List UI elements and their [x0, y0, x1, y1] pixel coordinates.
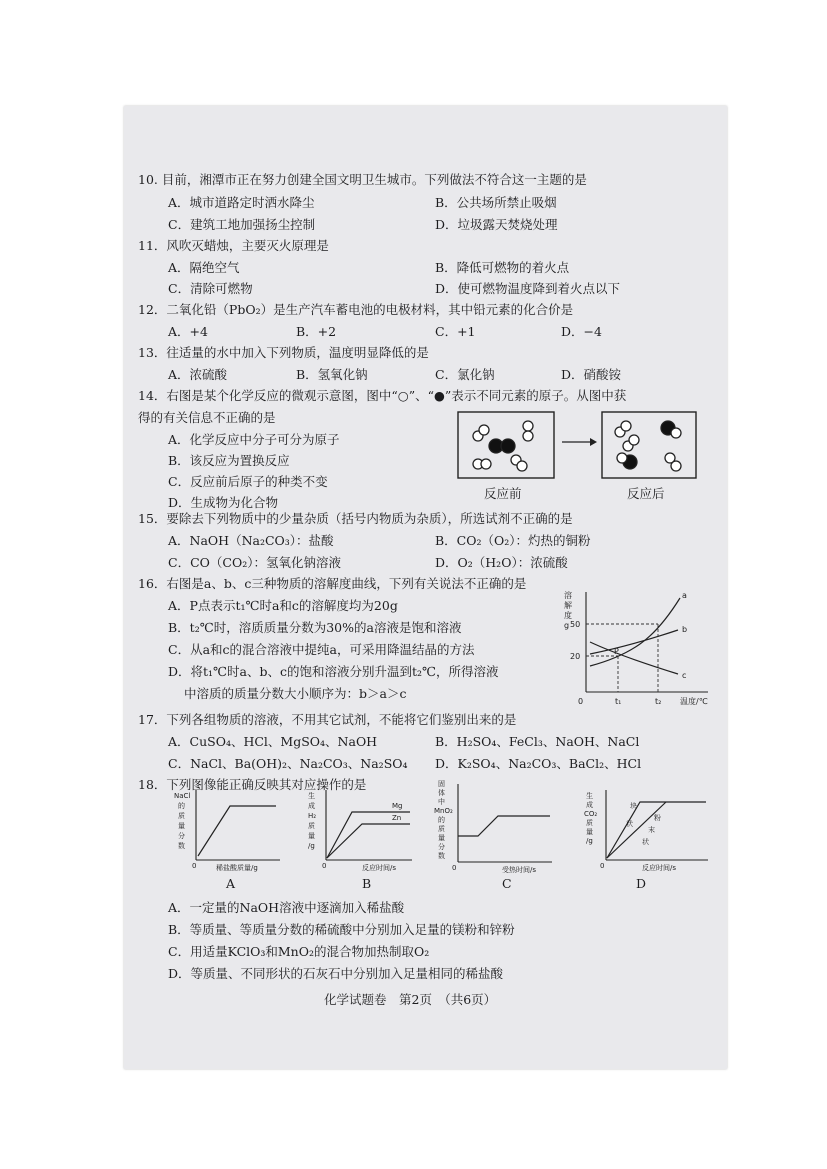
sol-label-a: a: [682, 591, 687, 600]
q14-stem-line2: 得的有关信息不正确的是: [138, 410, 276, 425]
q15-option-c: C．CO（CO₂）：氢氧化钠溶液: [168, 555, 341, 570]
before-label: 反应前: [484, 486, 522, 501]
q12-option-d: D．−4: [561, 324, 602, 339]
graph-b: [300, 776, 420, 891]
q10-option-a: A．城市道路定时洒水降尘: [168, 195, 315, 210]
sol-xtick-t2: t₂: [655, 697, 662, 706]
q14-option-d: D．生成物为化合物: [168, 495, 279, 510]
exam-paper: [124, 106, 727, 1069]
q14-option-c: C．反应前后原子的种类不变: [168, 474, 328, 489]
ga-origin: 0: [192, 862, 197, 870]
gb-ylabel-3: H₂: [308, 812, 317, 820]
gb-label-zn: Zn: [392, 814, 402, 822]
q11-option-d: D．使可燃物温度降到着火点以下: [435, 281, 621, 296]
q10-option-c: C．建筑工地加强扬尘控制: [168, 217, 316, 232]
gd-ylabel-3: CO₂: [584, 810, 598, 818]
graph-c-label: C: [502, 876, 512, 891]
sol-curve-b: [590, 630, 678, 654]
q11-option-c: C．清除可燃物: [168, 281, 253, 296]
gc-ylabel-4: MnO₂: [434, 807, 453, 815]
gc-ylabel-3: 中: [438, 798, 445, 806]
graph-b-label: B: [362, 876, 372, 891]
gd-curve-powder: [607, 802, 666, 858]
gb-ylabel-1: 生: [308, 792, 315, 800]
q13-option-c: C．氯化钠: [435, 367, 495, 382]
graph-d-label: D: [636, 876, 647, 891]
gd-ylabel-5: 量: [586, 828, 593, 836]
gd-xlabel: 反应时间/s: [642, 864, 677, 872]
sol-label-p: P: [614, 647, 619, 656]
gd-ylabel-6: /g: [586, 837, 593, 845]
q15-stem: 15．要除去下列物质中的少量杂质（括号内物质为杂质），所选试剂不正确的是: [138, 511, 573, 526]
q12-stem: 12．二氧化铅（PbO₂）是生产汽车蓄电池的电极材料，其中铅元素的化合价是: [138, 302, 574, 317]
gc-xlabel: 受热时间/s: [502, 866, 537, 874]
sol-ylabel-1: 溶: [564, 591, 572, 600]
sol-xtick-t1: t₁: [615, 697, 622, 706]
ga-ylabel-4: 量: [178, 822, 185, 830]
q14-stem-line1: 14．右图是某个化学反应的微观示意图，图中“○”、“●”表示不同元素的原子。从图中获: [138, 388, 627, 403]
q10-option-d: D．垃圾露天焚烧处理: [435, 217, 558, 232]
gc-origin: 0: [452, 864, 457, 872]
sol-ytick-50: 50: [570, 620, 581, 629]
q18-option-d: D．等质量、不同形状的石灰石中分别加入足量相同的稀盐酸: [168, 966, 504, 981]
q16-stem: 16．右图是a、b、c三种物质的溶解度曲线，下列有关说法不正确的是: [138, 576, 527, 591]
gb-curve-zn: [327, 824, 410, 858]
sol-label-c: c: [682, 671, 687, 680]
gc-ylabel-9: 数: [438, 852, 445, 860]
gc-curve: [458, 816, 550, 836]
q14-option-b: B．该反应为置换反应: [168, 453, 290, 468]
gd-origin: 0: [600, 862, 605, 870]
gb-ylabel-5: 量: [308, 832, 315, 840]
q15-option-b: B．CO₂（O₂）：灼热的铜粉: [435, 533, 591, 548]
graph-d: [576, 776, 716, 891]
q17-stem: 17．下列各组物质的溶液，不用其它试剂，不能将它们鉴别出来的是: [138, 712, 517, 727]
q15-option-d: D．O₂（H₂O）：浓硫酸: [435, 555, 568, 570]
gb-ylabel-4: 质: [308, 822, 315, 830]
gb-xlabel: 反应时间/s: [362, 864, 397, 872]
sol-ylabel-3: 度: [564, 611, 572, 620]
q14-option-a: A．化学反应中分子可分为原子: [168, 432, 340, 447]
gb-ylabel-2: 成: [308, 802, 315, 810]
ga-ylabel-1: NaCl: [174, 792, 191, 800]
gd-ylabel-2: 成: [586, 801, 593, 809]
q13-option-d: D．硝酸铵: [561, 367, 622, 382]
q18-option-a: A．一定量的NaOH溶液中逐滴加入稀盐酸: [168, 900, 405, 915]
q13-option-b: B．氢氧化钠: [296, 367, 368, 382]
ga-ylabel-6: 数: [178, 842, 185, 850]
gd-ylabel-4: 质: [586, 819, 593, 827]
before-molecules: [473, 421, 533, 471]
gc-ylabel-8: 分: [438, 843, 445, 851]
q17-option-b: B．H₂SO₄、FeCl₃、NaOH、NaCl: [435, 734, 640, 749]
sol-ytick-20: 20: [570, 652, 581, 661]
gb-origin: 0: [322, 862, 327, 870]
q17-option-a: A．CuSO₄、HCl、MgSO₄、NaOH: [168, 734, 378, 749]
gd-label-mo: 末: [648, 826, 655, 834]
ga-curve: [198, 806, 276, 856]
sol-xlabel: 温度/℃: [680, 697, 708, 706]
gc-ylabel-6: 质: [438, 825, 445, 833]
gd-label-fen: 粉: [654, 814, 661, 822]
q13-option-a: A．浓硫酸: [168, 367, 228, 382]
after-molecules: [615, 421, 681, 471]
sol-label-b: b: [682, 625, 688, 634]
q18-stem: 18．下列图像能正确反映其对应操作的是: [138, 777, 367, 792]
q16-option-a: A．P点表示t₁℃时a和c的溶解度均为20g: [168, 598, 398, 613]
q12-option-c: C．+1: [435, 324, 476, 339]
q12-option-a: A．+4: [168, 324, 208, 339]
q11-option-a: A．隔绝空气: [168, 260, 240, 275]
q12-option-b: B．+2: [296, 324, 337, 339]
gd-label-zhuang2: 状: [642, 838, 649, 846]
graph-a-label: A: [226, 876, 236, 891]
sol-xtick-0: 0: [578, 697, 584, 706]
q16-option-d-line1: D．将t₁℃时a、b、c的饱和溶液分别升温到t₂℃，所得溶液: [168, 664, 499, 679]
ga-ylabel-5: 分: [178, 832, 185, 840]
graph-c: [430, 770, 560, 891]
q18-option-c: C．用适量KClO₃和MnO₂的混合物加热制取O₂: [168, 944, 430, 959]
page-footer: 化学试题卷 第2页 （共6页）: [324, 992, 497, 1007]
solubility-chart: [560, 584, 720, 714]
after-label: 反应后: [627, 486, 665, 501]
ga-xlabel: 稀盐酸质量/g: [216, 864, 258, 872]
ga-ylabel-3: 质: [178, 812, 185, 820]
q11-stem: 11．风吹灭蜡烛，主要灭火原理是: [138, 238, 329, 253]
gb-label-mg: Mg: [392, 802, 403, 810]
q16-option-d-line2: 中溶质的质量分数大小顺序为：b＞a＞c: [184, 686, 407, 701]
q10-option-b: B．公共场所禁止吸烟: [435, 195, 557, 210]
after-box: [602, 412, 696, 478]
gd-label-zhuang1: 状: [626, 820, 633, 828]
q10-stem: 10. 目前，湘潭市正在努力创建全国文明卫生城市。下列做法不符合这一主题的是: [138, 172, 587, 187]
q15-option-a: A．NaOH（Na₂CO₃）：盐酸: [168, 533, 334, 548]
sol-curve-c: [590, 642, 678, 674]
q18-option-b: B．等质量、等质量分数的稀硫酸中分别加入足量的镁粉和锌粉: [168, 922, 515, 937]
graph-a: [168, 776, 288, 891]
q17-option-d: D．K₂SO₄、Na₂CO₃、BaCl₂、HCl: [435, 756, 642, 771]
q16-option-c: C．从a和c的混合溶液中提纯a，可采用降温结晶的方法: [168, 642, 475, 657]
gd-ylabel-1: 生: [586, 792, 593, 800]
sol-ylabel-2: 解: [564, 601, 572, 610]
gd-label-kuai1: 块: [630, 802, 637, 810]
q13-stem: 13．往适量的水中加入下列物质，温度明显降低的是: [138, 345, 429, 360]
gc-ylabel-5: 的: [438, 816, 445, 824]
q17-option-c: C．NaCl、Ba(OH)₂、Na₂CO₃、Na₂SO₄: [168, 756, 408, 771]
ga-ylabel-2: 的: [178, 802, 185, 810]
gc-ylabel-2: 体: [438, 789, 445, 797]
gc-ylabel-1: 固: [438, 780, 445, 788]
gc-ylabel-7: 量: [438, 834, 445, 842]
q11-option-b: B．降低可燃物的着火点: [435, 260, 570, 275]
gb-ylabel-6: /g: [308, 842, 315, 850]
sol-ylabel-4: g: [564, 621, 570, 630]
q16-option-b: B．t₂℃时，溶质质量分数为30%的a溶液是饱和溶液: [168, 620, 462, 635]
